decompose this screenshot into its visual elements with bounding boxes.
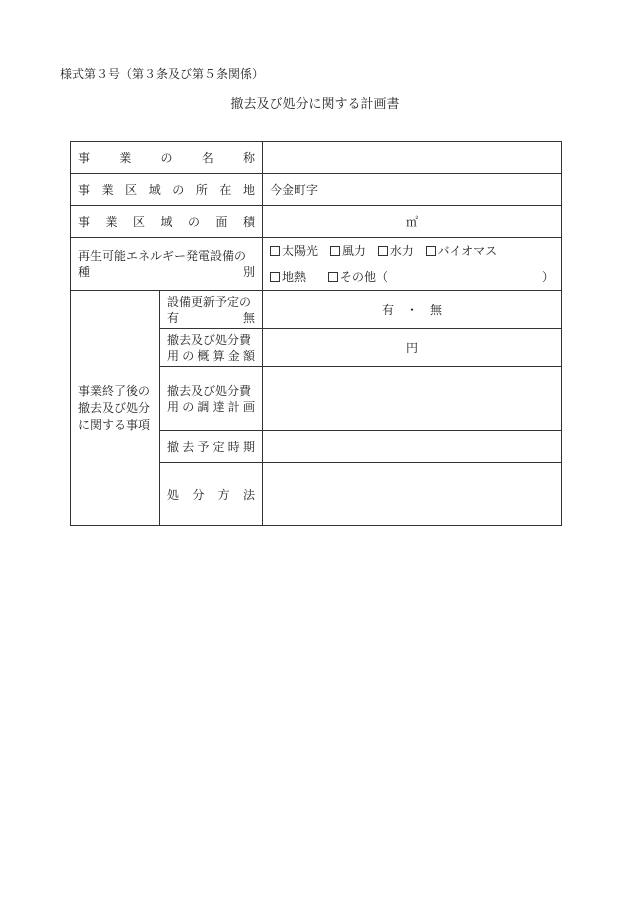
document-title: 撤去及び処分に関する計画書: [230, 97, 400, 112]
label-char: 有: [167, 310, 180, 325]
funding-label-line1: 撤去及び処分費: [167, 383, 252, 398]
checkbox-other[interactable]: [328, 264, 388, 290]
label-char: 事: [78, 183, 91, 197]
other-close-paren: ）: [542, 270, 555, 284]
label-char: 予: [197, 440, 210, 454]
funding-value[interactable]: [263, 367, 562, 431]
plan-table: [70, 141, 562, 526]
label-char: 分: [192, 487, 205, 502]
label-char: 用: [167, 348, 180, 363]
checkbox-label: その他（: [340, 270, 389, 284]
label-char: 在: [219, 183, 232, 197]
area-size-value[interactable]: [263, 206, 562, 238]
label-char: 種: [78, 265, 91, 279]
label-char: 用: [167, 399, 180, 414]
checkbox-label: バイオマス: [437, 244, 498, 258]
checkbox-label: 太陽光: [282, 244, 319, 258]
table-row: [71, 206, 562, 238]
label-char: 別: [243, 265, 256, 279]
label-char: 去: [182, 440, 195, 454]
label-char: 業: [101, 183, 114, 197]
project-name-value[interactable]: [263, 142, 562, 174]
removal-time-label: [160, 431, 263, 463]
checkbox-label: 風力: [341, 244, 366, 258]
label-char: 画: [242, 399, 255, 414]
area-unit: ㎡: [406, 215, 419, 229]
label-char: の: [182, 399, 195, 414]
label-char: 域: [160, 215, 173, 229]
disposal-method-value[interactable]: [263, 463, 562, 526]
area-size-label: [71, 206, 263, 238]
form-number: 様式第３号（第３条及び第５条関係）: [60, 67, 265, 81]
label-char: 業: [119, 151, 132, 165]
update-plan-label: [160, 291, 263, 329]
label-char: 地: [242, 183, 255, 197]
checkbox-biomass[interactable]: [426, 238, 498, 264]
table-row: [71, 238, 562, 291]
checkbox-icon: [378, 246, 388, 256]
label-char: 事: [78, 151, 91, 165]
label-char: 概: [197, 348, 210, 363]
project-name-label: [71, 142, 263, 174]
label-char: の: [172, 183, 185, 197]
cost-label: [160, 329, 263, 367]
label-char: 積: [243, 215, 256, 229]
label-char: 面: [215, 215, 228, 229]
label-char: 金: [227, 348, 240, 363]
equipment-type-options: [263, 238, 562, 291]
label-char: 処: [167, 487, 180, 502]
label-char: 期: [242, 440, 255, 454]
checkbox-geothermal[interactable]: [270, 264, 306, 290]
label-char: 調: [197, 399, 210, 414]
equipment-type-label-line1: 再生可能エネルギー発電設備の: [78, 249, 247, 263]
label-char: 無: [243, 310, 256, 325]
update-plan-value[interactable]: 有 ・ 無: [263, 291, 562, 329]
checkbox-icon: [270, 272, 280, 282]
label-char: の: [188, 215, 201, 229]
label-char: 区: [125, 183, 138, 197]
update-plan-label-line1: 設備更新予定の: [167, 294, 252, 309]
checkbox-icon: [330, 246, 340, 256]
label-char: 方: [217, 487, 230, 502]
funding-label: [160, 367, 263, 431]
label-char: 法: [242, 487, 255, 502]
label-char: 額: [242, 348, 255, 363]
label-char: 時: [227, 440, 240, 454]
label-char: 域: [148, 183, 161, 197]
label-char: の: [160, 151, 173, 165]
checkbox-icon: [426, 246, 436, 256]
label-char: 定: [212, 440, 225, 454]
cost-unit: 円: [406, 341, 419, 355]
label-char: 所: [195, 183, 208, 197]
cost-value[interactable]: [263, 329, 562, 367]
checkbox-icon: [328, 272, 338, 282]
label-char: 業: [105, 215, 118, 229]
after-end-label: 事業終了後の撤去及び処分に関する事項: [71, 291, 160, 526]
label-char: 計: [227, 399, 240, 414]
cost-label-line1: 撤去及び処分費: [167, 332, 252, 347]
checkbox-label: 水力: [389, 244, 414, 258]
label-char: 事: [78, 215, 91, 229]
disposal-method-label: [160, 463, 263, 526]
table-row: [71, 174, 562, 206]
other-input[interactable]: [396, 264, 542, 290]
checkbox-hydro[interactable]: [378, 238, 414, 264]
checkbox-label: 地熱: [282, 270, 307, 284]
checkbox-icon: [270, 246, 280, 256]
label-char: 算: [212, 348, 225, 363]
equipment-type-label: [71, 238, 263, 291]
label-char: 達: [212, 399, 225, 414]
checkbox-wind[interactable]: [330, 238, 366, 264]
label-char: 区: [133, 215, 146, 229]
label-char: 称: [243, 151, 256, 165]
area-location-label: [71, 174, 263, 206]
label-char: 撤: [167, 440, 180, 454]
table-row: [71, 142, 562, 174]
removal-time-value[interactable]: [263, 431, 562, 463]
label-char: 名: [201, 151, 214, 165]
area-location-value[interactable]: 今金町字: [263, 174, 562, 206]
checkbox-solar[interactable]: [270, 238, 318, 264]
table-row: [71, 291, 562, 329]
label-char: の: [182, 348, 195, 363]
